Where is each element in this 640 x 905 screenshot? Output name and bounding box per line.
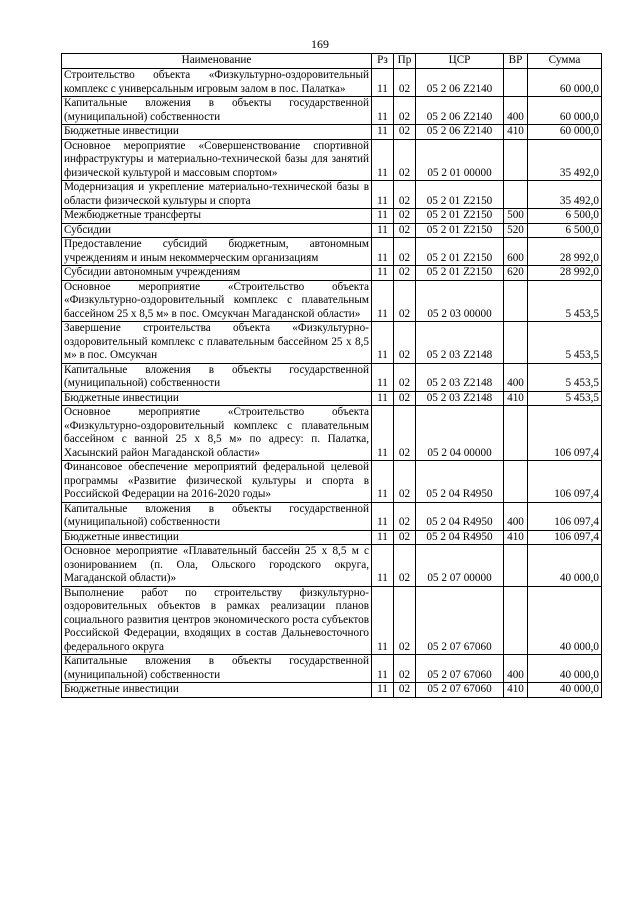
table-row: [62, 683, 602, 698]
cell-csr: 05 2 06 Z2140: [416, 97, 504, 125]
cell-rz: 11: [372, 209, 394, 224]
table-row: [62, 502, 602, 530]
cell-sum: 40 000,0: [528, 683, 602, 698]
table-row: [62, 69, 602, 97]
cell-csr: 05 2 01 Z2150: [416, 209, 504, 224]
cell-name: Субсидии: [62, 223, 372, 238]
cell-csr: 05 2 01 Z2150: [416, 238, 504, 266]
header-pr: Пр: [394, 54, 416, 69]
table-row: [62, 530, 602, 545]
header-sum: Сумма: [528, 54, 602, 69]
cell-name: Основное мероприятие «Строительство объекта «Физкультурно-оздоровительный комплекс с плавательным бассейном с ванной 25 х 8,5 м» по адресу: п. Палатка, Хасынский район Магаданской области»: [62, 406, 372, 461]
cell-vr: 500: [504, 209, 528, 224]
cell-name: Предоставление субсидий бюджетным, автономным учреждениям и иным некоммерческим организациям: [62, 238, 372, 266]
cell-csr: 05 2 03 Z2148: [416, 391, 504, 406]
cell-sum: 40 000,0: [528, 655, 602, 683]
cell-pr: 02: [394, 461, 416, 503]
cell-vr: 400: [504, 97, 528, 125]
page-number: 169: [311, 37, 329, 51]
cell-vr: 400: [504, 655, 528, 683]
cell-pr: 02: [394, 209, 416, 224]
cell-rz: 11: [372, 391, 394, 406]
table-row: [62, 209, 602, 224]
cell-vr: 410: [504, 391, 528, 406]
cell-csr: 05 2 04 R4950: [416, 461, 504, 503]
cell-csr: 05 2 03 Z2148: [416, 363, 504, 391]
cell-csr: 05 2 03 Z2148: [416, 322, 504, 364]
cell-csr: 05 2 04 R4950: [416, 502, 504, 530]
cell-pr: 02: [394, 97, 416, 125]
cell-pr: 02: [394, 545, 416, 587]
cell-rz: 11: [372, 322, 394, 364]
cell-rz: 11: [372, 461, 394, 503]
cell-sum: 40 000,0: [528, 586, 602, 655]
cell-name: Завершение строительства объекта «Физкультурно-оздоровительный комплекс с плавательным бассейном 25 х 8,5 м» в пос. Омсукчан: [62, 322, 372, 364]
cell-vr: [504, 322, 528, 364]
cell-pr: 02: [394, 181, 416, 209]
cell-name: Капитальные вложения в объекты государственной (муниципальной) собственности: [62, 655, 372, 683]
cell-pr: 02: [394, 223, 416, 238]
cell-sum: 6 500,0: [528, 223, 602, 238]
cell-name: Бюджетные инвестиции: [62, 683, 372, 698]
cell-sum: 35 492,0: [528, 139, 602, 181]
cell-vr: 410: [504, 530, 528, 545]
cell-sum: 106 097,4: [528, 530, 602, 545]
cell-csr: 05 2 04 R4950: [416, 530, 504, 545]
cell-name: Выполнение работ по строительству физкультурно-оздоровительных объектов в рамках реализации планов социального развития центров экономического роста субъектов Российской Федерации, входящих в состав Дальневосточного федерального округа: [62, 586, 372, 655]
cell-rz: 11: [372, 266, 394, 281]
table-row: [62, 139, 602, 181]
cell-sum: 5 453,5: [528, 363, 602, 391]
cell-name: Модернизация и укрепление материально-технической базы в области физической культуры и спорта: [62, 181, 372, 209]
cell-name: Субсидии автономным учреждениям: [62, 266, 372, 281]
cell-name: Бюджетные инвестиции: [62, 391, 372, 406]
cell-sum: 40 000,0: [528, 545, 602, 587]
table-row: [62, 363, 602, 391]
cell-rz: 11: [372, 280, 394, 322]
cell-csr: 05 2 01 Z2150: [416, 266, 504, 281]
table-row: [62, 97, 602, 125]
cell-vr: [504, 461, 528, 503]
cell-rz: 11: [372, 586, 394, 655]
table-row: [62, 655, 602, 683]
cell-vr: [504, 586, 528, 655]
cell-csr: 05 2 01 Z2150: [416, 223, 504, 238]
cell-sum: 5 453,5: [528, 391, 602, 406]
cell-sum: 106 097,4: [528, 502, 602, 530]
cell-pr: 02: [394, 391, 416, 406]
cell-pr: 02: [394, 322, 416, 364]
cell-vr: [504, 406, 528, 461]
cell-rz: 11: [372, 223, 394, 238]
cell-vr: 400: [504, 363, 528, 391]
cell-vr: [504, 181, 528, 209]
budget-table: [61, 53, 602, 698]
table-row: [62, 266, 602, 281]
cell-csr: 05 2 07 00000: [416, 545, 504, 587]
cell-sum: 60 000,0: [528, 125, 602, 140]
table-row: [62, 461, 602, 503]
cell-sum: 106 097,4: [528, 461, 602, 503]
cell-csr: 05 2 07 67060: [416, 655, 504, 683]
cell-name: Основное мероприятие «Строительство объекта «Физкультурно-оздоровительный комплекс с плавательным бассейном 25 х 8,5 м» в пос. Омсукчан Магаданской области»: [62, 280, 372, 322]
cell-rz: 11: [372, 363, 394, 391]
cell-name: Капитальные вложения в объекты государственной (муниципальной) собственности: [62, 363, 372, 391]
cell-sum: 35 492,0: [528, 181, 602, 209]
cell-rz: 11: [372, 502, 394, 530]
table-row: [62, 545, 602, 587]
cell-name: Основное мероприятие «Плавательный бассейн 25 х 8,5 м с озонированием (п. Ола, Ольского городского округа, Магаданской области)»: [62, 545, 372, 587]
header-csr: ЦСР: [416, 54, 504, 69]
table-row: [62, 322, 602, 364]
cell-vr: [504, 280, 528, 322]
cell-csr: 05 2 06 Z2140: [416, 125, 504, 140]
cell-name: Бюджетные инвестиции: [62, 125, 372, 140]
cell-rz: 11: [372, 238, 394, 266]
table-row: [62, 586, 602, 655]
cell-pr: 02: [394, 655, 416, 683]
table-row: [62, 391, 602, 406]
cell-vr: 410: [504, 683, 528, 698]
table-row: [62, 125, 602, 140]
table-row: [62, 181, 602, 209]
cell-csr: 05 2 01 Z2150: [416, 181, 504, 209]
cell-vr: 520: [504, 223, 528, 238]
cell-name: Основное мероприятие «Совершенствование спортивной инфраструктуры и материально-технической базы для занятий физической культурой и массовым спортом»: [62, 139, 372, 181]
cell-vr: [504, 139, 528, 181]
cell-rz: 11: [372, 139, 394, 181]
cell-csr: 05 2 07 67060: [416, 586, 504, 655]
cell-pr: 02: [394, 69, 416, 97]
cell-pr: 02: [394, 363, 416, 391]
table-row: [62, 280, 602, 322]
cell-vr: 400: [504, 502, 528, 530]
cell-sum: 60 000,0: [528, 97, 602, 125]
cell-name: Строительство объекта «Физкультурно-оздоровительный комплекс с универсальным игровым залом в пос. Палатка»: [62, 69, 372, 97]
cell-rz: 11: [372, 545, 394, 587]
cell-rz: 11: [372, 69, 394, 97]
cell-rz: 11: [372, 181, 394, 209]
cell-csr: 05 2 04 00000: [416, 406, 504, 461]
cell-rz: 11: [372, 655, 394, 683]
cell-rz: 11: [372, 125, 394, 140]
cell-name: Финансовое обеспечение мероприятий федеральной целевой программы «Развитие физической культуры и спорта в Российской Федерации на 2016-2020 годы»: [62, 461, 372, 503]
cell-sum: 60 000,0: [528, 69, 602, 97]
table-row: [62, 238, 602, 266]
cell-vr: 620: [504, 266, 528, 281]
cell-pr: 02: [394, 502, 416, 530]
cell-pr: 02: [394, 125, 416, 140]
cell-csr: 05 2 07 67060: [416, 683, 504, 698]
table-row: [62, 223, 602, 238]
table-body: [62, 69, 602, 698]
cell-csr: 05 2 03 00000: [416, 280, 504, 322]
cell-vr: [504, 69, 528, 97]
cell-rz: 11: [372, 97, 394, 125]
cell-rz: 11: [372, 683, 394, 698]
cell-vr: 410: [504, 125, 528, 140]
table-header-row: [62, 54, 602, 69]
table-row: [62, 406, 602, 461]
header-name: Наименование: [62, 54, 372, 69]
cell-csr: 05 2 01 00000: [416, 139, 504, 181]
cell-vr: 600: [504, 238, 528, 266]
cell-sum: 6 500,0: [528, 209, 602, 224]
cell-sum: 28 992,0: [528, 266, 602, 281]
cell-rz: 11: [372, 406, 394, 461]
cell-pr: 02: [394, 238, 416, 266]
cell-pr: 02: [394, 266, 416, 281]
cell-sum: 5 453,5: [528, 280, 602, 322]
cell-sum: 5 453,5: [528, 322, 602, 364]
cell-sum: 28 992,0: [528, 238, 602, 266]
cell-pr: 02: [394, 139, 416, 181]
cell-name: Бюджетные инвестиции: [62, 530, 372, 545]
cell-csr: 05 2 06 Z2140: [416, 69, 504, 97]
cell-vr: [504, 545, 528, 587]
cell-pr: 02: [394, 530, 416, 545]
cell-pr: 02: [394, 586, 416, 655]
cell-sum: 106 097,4: [528, 406, 602, 461]
cell-name: Межбюджетные трансферты: [62, 209, 372, 224]
cell-rz: 11: [372, 530, 394, 545]
header-rz: Рз: [372, 54, 394, 69]
header-vr: ВР: [504, 54, 528, 69]
cell-name: Капитальные вложения в объекты государственной (муниципальной) собственности: [62, 97, 372, 125]
cell-pr: 02: [394, 406, 416, 461]
cell-pr: 02: [394, 280, 416, 322]
cell-pr: 02: [394, 683, 416, 698]
cell-name: Капитальные вложения в объекты государственной (муниципальной) собственности: [62, 502, 372, 530]
